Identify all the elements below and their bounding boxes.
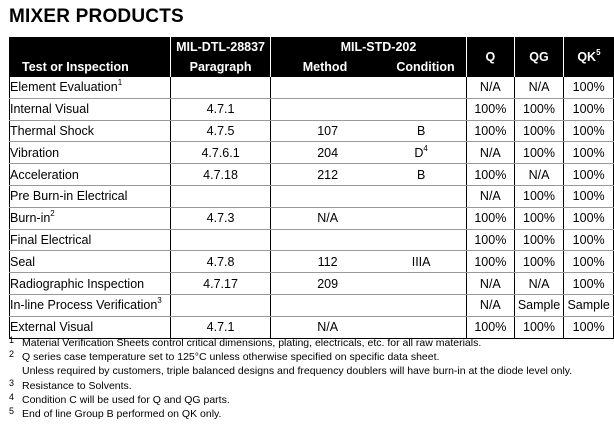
qg-cell: 100% bbox=[514, 207, 564, 229]
test-name: External Visual bbox=[10, 316, 171, 338]
qk-cell: 100% bbox=[564, 316, 614, 338]
qk-cell: 100% bbox=[564, 77, 614, 98]
method-cell: 212 bbox=[270, 164, 370, 186]
q-cell: 100% bbox=[466, 251, 514, 273]
header-method: Method bbox=[302, 60, 348, 74]
method-cell: 204 bbox=[270, 142, 370, 164]
condition-cell bbox=[370, 207, 466, 229]
condition-cell bbox=[370, 98, 466, 120]
test-name: Pre Burn-in Electrical bbox=[10, 185, 171, 207]
qk-cell: 100% bbox=[564, 273, 614, 295]
q-cell: 100% bbox=[466, 120, 514, 142]
q-cell: N/A bbox=[466, 273, 514, 295]
method-cell bbox=[270, 77, 370, 98]
condition-cell bbox=[370, 273, 466, 295]
header-q: Q bbox=[466, 37, 514, 77]
paragraph-cell: 4.7.5 bbox=[171, 120, 271, 142]
test-name: Final Electrical bbox=[10, 229, 171, 251]
condition-cell: IIIA bbox=[370, 251, 466, 273]
condition-cell: B bbox=[370, 120, 466, 142]
test-name: Element Evaluation$^1$ bbox=[10, 77, 171, 98]
q-cell: 100% bbox=[466, 316, 514, 338]
qg-cell: 100% bbox=[514, 229, 564, 251]
test-name: Seal bbox=[10, 251, 171, 273]
paragraph-cell: 4.7.8 bbox=[171, 251, 271, 273]
qg-cell: 100% bbox=[514, 251, 564, 273]
test-name: Vibration bbox=[10, 142, 171, 164]
footnote: 4 Condition C will be used for Q and QG parts. bbox=[9, 391, 230, 406]
method-cell: N/A bbox=[270, 207, 370, 229]
paragraph-cell: 4.7.6.1 bbox=[171, 142, 271, 164]
method-cell bbox=[270, 98, 370, 120]
condition-cell: $D^4$ bbox=[370, 142, 466, 164]
paragraph-cell bbox=[171, 185, 271, 207]
page-title: MIXER PRODUCTS bbox=[9, 6, 184, 27]
q-cell: N/A bbox=[466, 294, 514, 316]
qg-cell: 100% bbox=[514, 142, 564, 164]
q-cell: 100% bbox=[466, 98, 514, 120]
q-cell: 100% bbox=[466, 164, 514, 186]
qk-cell: 100% bbox=[564, 164, 614, 186]
qg-cell: Sample bbox=[514, 294, 564, 316]
table-row bbox=[10, 207, 614, 229]
qg-cell: 100% bbox=[514, 185, 564, 207]
qg-cell: N/A bbox=[514, 164, 564, 186]
table-row bbox=[10, 251, 614, 273]
q-cell: 100% bbox=[466, 207, 514, 229]
table-row bbox=[10, 229, 614, 251]
header-condition: Condition bbox=[396, 60, 455, 74]
table-row bbox=[10, 164, 614, 186]
qg-cell: 100% bbox=[514, 98, 564, 120]
footnote: 1 Material Verification Sheets control critical dimensions, plating, electricals, etc. for all raw materials. bbox=[9, 335, 482, 349]
condition-cell bbox=[370, 185, 466, 207]
test-name: Acceleration bbox=[10, 164, 171, 186]
qk-cell: 100% bbox=[564, 98, 614, 120]
header-qg: QG bbox=[514, 37, 564, 77]
qk-cell: 100% bbox=[564, 142, 614, 164]
table-row bbox=[10, 98, 614, 120]
paragraph-cell: 4.7.3 bbox=[171, 207, 271, 229]
header-paragraph: MIL-DTL-28837 Paragraph bbox=[171, 37, 271, 77]
q-cell: N/A bbox=[466, 142, 514, 164]
table-row bbox=[10, 294, 614, 316]
table-row bbox=[10, 185, 614, 207]
qk-cell: 100% bbox=[564, 251, 614, 273]
method-cell bbox=[270, 185, 370, 207]
table-row bbox=[10, 316, 614, 338]
footnote: 2 Q series case temperature set to 125°C unless otherwise specified on specific data sheet. bbox=[9, 349, 440, 364]
mixer-products-table bbox=[9, 37, 614, 339]
paragraph-cell: 4.7.1 bbox=[171, 98, 271, 120]
footnotes bbox=[9, 336, 609, 421]
qg-cell: N/A bbox=[514, 273, 564, 295]
footnote: 5 End of line Group B performed on QK only. bbox=[9, 406, 222, 421]
method-cell bbox=[270, 294, 370, 316]
footnote: 3 Resistance to Solvents. bbox=[9, 377, 132, 392]
q-cell: N/A bbox=[466, 77, 514, 98]
table-row bbox=[10, 77, 614, 98]
qk-cell: 100% bbox=[564, 207, 614, 229]
qk-cell: 100% bbox=[564, 185, 614, 207]
condition-cell bbox=[370, 316, 466, 338]
q-cell: N/A bbox=[466, 185, 514, 207]
footnote: Unless required by customers, triple balanced designs and frequency doublers will have burn-in at the diode level only. bbox=[22, 365, 573, 378]
condition-cell: B bbox=[370, 164, 466, 186]
method-cell: 209 bbox=[270, 273, 370, 295]
condition-cell bbox=[370, 294, 466, 316]
method-cell bbox=[270, 229, 370, 251]
test-name: Thermal Shock bbox=[10, 120, 171, 142]
method-cell: 112 bbox=[270, 251, 370, 273]
table-row bbox=[10, 120, 614, 142]
paragraph-cell: 4.7.18 bbox=[171, 164, 271, 186]
method-cell: 107 bbox=[270, 120, 370, 142]
table-row bbox=[10, 273, 614, 295]
condition-cell bbox=[370, 77, 466, 98]
table-header-row bbox=[10, 37, 614, 77]
qg-cell: N/A bbox=[514, 77, 564, 98]
q-cell: 100% bbox=[466, 229, 514, 251]
qg-cell: 100% bbox=[514, 120, 564, 142]
paragraph-cell bbox=[171, 77, 271, 98]
qk-cell: 100% bbox=[564, 120, 614, 142]
header-qk: $QK^5$ bbox=[564, 37, 614, 77]
qk-cell: Sample bbox=[564, 294, 614, 316]
test-name: Internal Visual bbox=[10, 98, 171, 120]
method-cell: N/A bbox=[270, 316, 370, 338]
qk-cell: 100% bbox=[564, 229, 614, 251]
header-test: Test or Inspection bbox=[10, 37, 171, 77]
paragraph-cell: 4.7.1 bbox=[171, 316, 271, 338]
qg-cell: 100% bbox=[514, 316, 564, 338]
paragraph-cell bbox=[171, 229, 271, 251]
test-name: Radiographic Inspection bbox=[10, 273, 171, 295]
test-name: Burn-$in^2$ bbox=[10, 207, 171, 229]
table-row bbox=[10, 142, 614, 164]
condition-cell bbox=[370, 229, 466, 251]
header-mil-std: MIL-STD-202 Method Condition bbox=[270, 37, 466, 77]
paragraph-cell bbox=[171, 294, 271, 316]
test-name: In-line Process Verification$^3$ bbox=[10, 294, 171, 316]
paragraph-cell: 4.7.17 bbox=[171, 273, 271, 295]
